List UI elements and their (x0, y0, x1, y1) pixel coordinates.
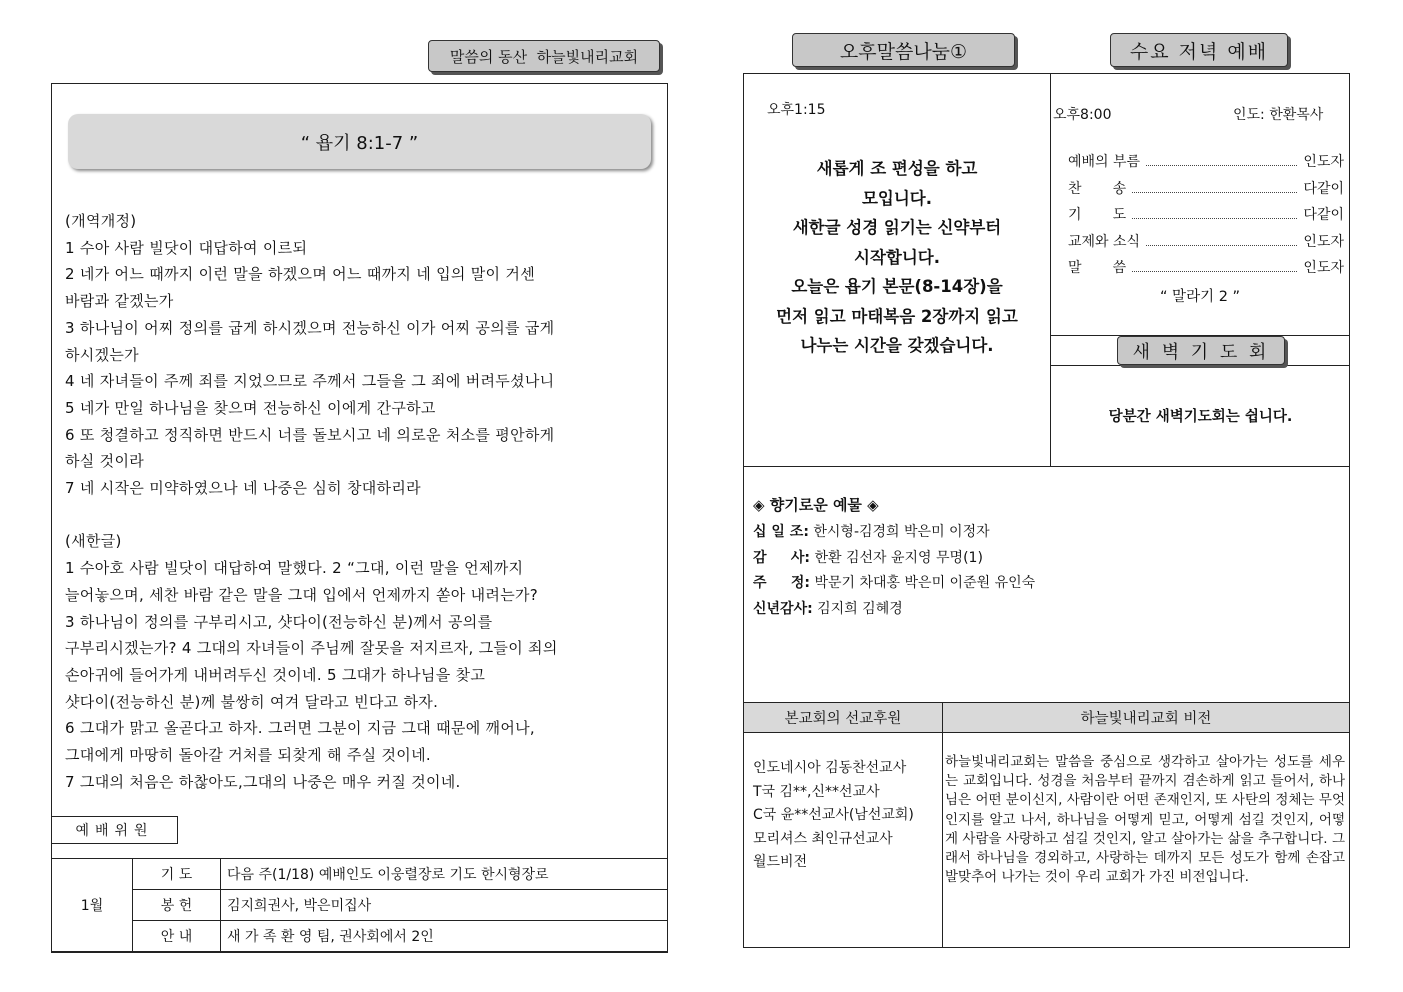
dot-leader (1146, 156, 1297, 166)
verse-line: 그대에게 마땅히 돌아갈 거처를 되찾게 해 주실 것이네. (65, 746, 431, 765)
notice-line: 모입니다. (861, 188, 933, 208)
scripture-title-bar (68, 114, 651, 169)
notice-line: 새롭게 조 편성을 하고 (816, 159, 978, 178)
verse-line: 1 수아호 사람 빌닷이 대답하여 말했다. 2 “그대, 이런 말을 언제까지 (65, 559, 524, 578)
wednesday-sermon-title: “ 말라기 2 ” (1159, 289, 1241, 305)
afternoon-sharing-tag (792, 33, 1015, 67)
offering-row (753, 571, 1035, 597)
mission-header-text: 본교회의 선교후원 (784, 711, 902, 727)
order-item: 찬 송 (1068, 180, 1127, 197)
worship-staff-tab (51, 816, 178, 844)
wednesday-service-tag (1110, 33, 1288, 67)
offering-names: 한환 김선자 윤지영 무명(1) (814, 549, 983, 566)
verse-line: 7 그대의 처음은 하찮아도,그대의 나중은 매우 커질 것이네. (65, 772, 461, 791)
verse-line: 하시겠는가 (65, 345, 139, 364)
vision-text: 하늘빛내리교회는 말씀을 중심으로 생각하고 살아가는 성도를 세우는 교회입니다. 성경을 처음부터 끝까지 겸손하게 읽고 들어서, 하나님은 어떤 분이신지, 사람이란 어떤 존재인지, 또 사탄의 정체는 무엇인지를 알고 나서, 하나님을 어떻게 믿고, 어떻게 섬길 것인지, 어떻게 사람을 사랑하고 섬길 것인지, 알고 살아가는 삶을 추구합니다. 그래서 하나님을 경외하고, 사랑하는 데까지 모든 성도가 함께 손잡고 발맞추어 나가는 것이 우리 교회가 가진 비전입니다. (945, 754, 1345, 886)
divider (942, 702, 943, 948)
verse-line: 3 하나님이 어찌 정의를 굽게 하시겠으며 전능하신 이가 어찌 공의를 굽게 (65, 318, 555, 337)
table-row (52, 921, 668, 952)
offering-row (753, 597, 1035, 623)
verse-line: 샷다이(전능하신 분)께 불쌍히 여겨 달라고 빈다고 하자. (65, 692, 439, 711)
verse-line: 손아귀에 들어가게 내버려두신 것이네. 5 그대가 하나님을 찾고 (65, 665, 486, 684)
order-row (1068, 254, 1344, 281)
dot-leader (1132, 183, 1297, 193)
order-item: 예배의 부름 (1068, 154, 1141, 171)
offering-row (753, 520, 1035, 546)
role-cell: 기 도 (133, 859, 221, 890)
list-item: 월드비전 (753, 854, 808, 870)
detail-cell: 새 가 족 환 영 팀, 권사회에서 2인 (221, 921, 668, 952)
verse-line: 2 네가 어느 때까지 이런 말을 하겠으며 어느 때까지 네 입의 말이 거센 (65, 265, 535, 284)
verse-line: 6 또 청결하고 정직하면 반드시 너를 돌보시고 네 의로운 처소를 평안하게 (65, 425, 555, 444)
divider (743, 466, 1350, 467)
list-item: 인도네시아 김동찬선교사 (753, 760, 907, 776)
offering-names: 박문기 차대홍 박은미 이준원 유인숙 (814, 575, 1036, 592)
notice-line: 새한글 성경 읽기는 신약부터 (792, 218, 1002, 237)
vision-header (943, 703, 1349, 732)
order-who: 인도자 (1303, 154, 1344, 171)
list-item: 모리셔스 최인규선교사 (753, 830, 893, 847)
mission-header (744, 703, 942, 732)
offering-row (753, 546, 1035, 572)
verse-line: 1 수아 사람 빌닷이 대답하여 이르되 (65, 238, 308, 257)
verse-line: 늘어놓으며, 세찬 바람 같은 말을 그대 입에서 언제까지 쏟아 내려는가? (65, 585, 539, 604)
order-who: 인도자 (1303, 260, 1344, 277)
verse-line: 구부리시겠는가? 4 그대의 자녀들이 주님께 잘못을 저지르자, 그들이 죄의 (65, 639, 558, 658)
offering-names: 김지희 김혜경 (817, 601, 903, 618)
order-item: 교제와 소식 (1068, 233, 1141, 250)
order-who: 다같이 (1303, 180, 1344, 197)
scripture-text (65, 208, 655, 795)
verse-line: 바람과 같겠는가 (65, 292, 174, 311)
detail-cell: 김지희권사, 박은미집사 (221, 890, 668, 921)
verse-line: (새한글) (65, 532, 122, 551)
offering-label: 감 사: (753, 549, 811, 566)
dot-leader (1146, 236, 1297, 246)
offering-label: 신년감사: (753, 601, 813, 618)
table-row (52, 859, 668, 890)
verse-line (65, 502, 655, 529)
list-item: T국 김**,신**선교사 (753, 783, 880, 800)
divider (1050, 365, 1350, 366)
divider (743, 732, 1350, 733)
verse-line: 7 네 시작은 미약하였으나 네 나중은 심히 창대하리라 (65, 479, 421, 498)
church-name-tag (428, 40, 660, 72)
afternoon-notice (745, 154, 1049, 361)
offering-names: 한시형-김경희 박은미 이정자 (813, 524, 990, 540)
offering-label: 주 정: (753, 575, 811, 592)
notice-line: 나누는 시간을 갖겠습니다. (800, 336, 994, 355)
dawn-prayer-tag (1117, 336, 1285, 365)
order-who: 인도자 (1303, 233, 1344, 250)
order-who: 다같이 (1303, 207, 1344, 224)
wednesday-leader: 인도: 한환목사 (1233, 107, 1324, 123)
verse-line: 4 네 자녀들이 주께 죄를 지었으므로 주께서 그들을 그 죄에 버려두셨나니 (65, 372, 555, 391)
month-cell: 1월 (52, 859, 133, 952)
verse-line: 5 네가 만일 하나님을 찾으며 전능하신 이에게 간구하고 (65, 398, 436, 417)
dot-leader (1132, 262, 1297, 272)
order-row (1068, 228, 1344, 255)
verse-line: 하실 것이라 (65, 452, 145, 471)
order-item: 기 도 (1068, 207, 1127, 224)
worship-staff-label: 예배위원 (75, 823, 154, 839)
detail-cell: 다음 주(1/18) 예배인도 이웅렬장로 기도 한시형장로 (221, 859, 668, 890)
church-name-text: 말씀의 동산 하늘빛내리교회 (449, 47, 639, 66)
wednesday-time: 오후8:00 (1053, 107, 1112, 123)
offerings-list (753, 520, 1035, 623)
mission-list (753, 757, 914, 875)
order-row (1068, 201, 1344, 228)
vision-header-text: 하늘빛내리교회 비전 (1080, 711, 1212, 727)
notice-line: 오늘은 욥기 본문(8-14장)을 (791, 277, 1003, 296)
offering-label: 십 일 조: (753, 524, 809, 540)
order-item: 말 씀 (1068, 260, 1127, 277)
verse-line: 6 그대가 맑고 올곧다고 하자. 그러면 그분이 지금 그대 때문에 깨어나, (65, 719, 535, 738)
verse-line: (개역개정) (65, 212, 137, 230)
notice-line: 시작합니다. (854, 247, 940, 267)
offerings-title: ◈ 향기로운 예물 ◈ (753, 496, 879, 514)
afternoon-time: 오후1:15 (767, 102, 826, 118)
worship-duty-table (51, 858, 668, 952)
dot-leader (1132, 209, 1297, 219)
order-row (1068, 175, 1344, 202)
scripture-title: “ 욥기 8:1-7 ” (300, 132, 419, 154)
afternoon-sharing-title: 오후말씀나눔① (839, 40, 968, 63)
order-row (1068, 148, 1344, 175)
dawn-prayer-note: 당분간 새벽기도회는 쉽니다. (1108, 409, 1293, 425)
wednesday-service-title: 수요 저녁 예배 (1129, 40, 1269, 63)
dawn-prayer-title: 새 벽 기 도 회 (1132, 341, 1270, 363)
list-item: C국 윤**선교사(남선교회) (753, 807, 914, 823)
table-row (52, 890, 668, 921)
role-cell: 봉 헌 (133, 890, 221, 921)
role-cell: 안 내 (133, 921, 221, 952)
wednesday-order (1068, 148, 1344, 281)
notice-line: 먼저 읽고 마태복음 2장까지 읽고 (776, 306, 1018, 326)
verse-line: 3 하나님이 정의를 구부리시고, 샷다이(전능하신 분)께서 공의를 (65, 612, 493, 631)
